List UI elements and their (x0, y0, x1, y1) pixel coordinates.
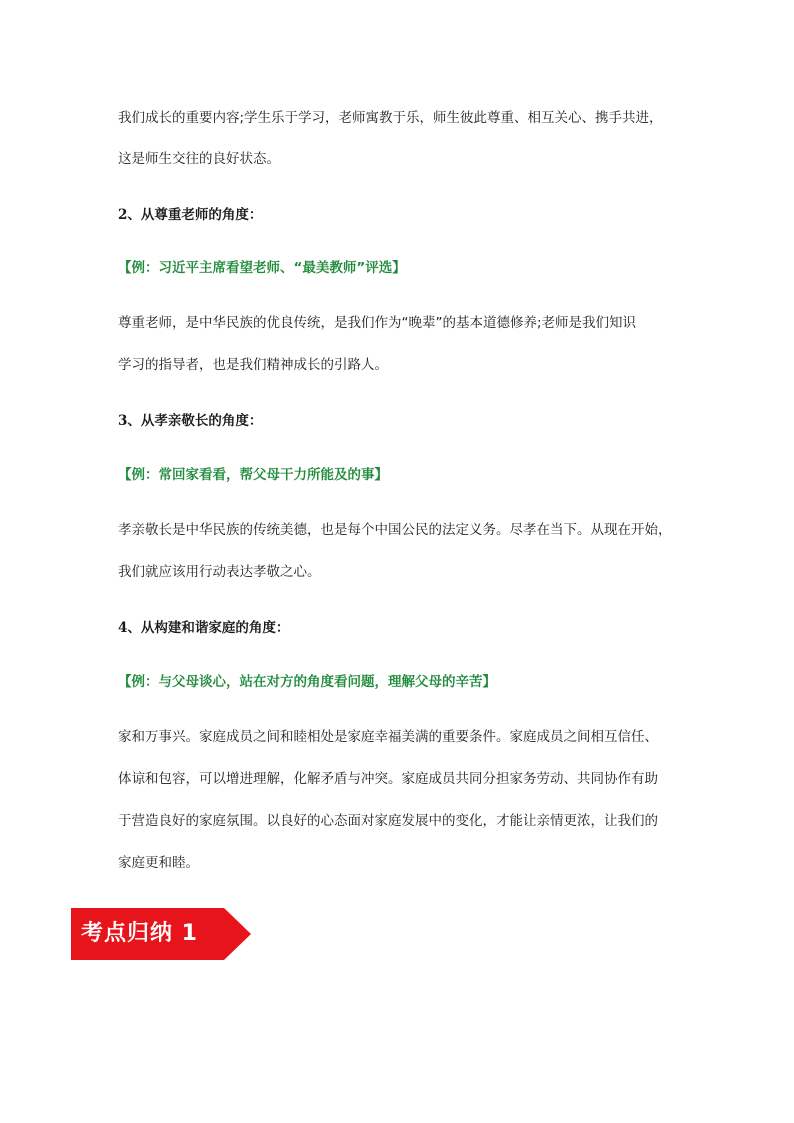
paragraph-line: 我们成长的重要内容;学生乐于学习，老师寓教于乐，师生彼此尊重、相互关心、携手共进， (118, 110, 663, 126)
paragraph-line: 这是师生交往的良好状态。 (118, 151, 280, 167)
paragraph-line: 尊重老师，是中华民族的优良传统，是我们作为“晚辈”的基本道德修养;老师是我们知识 (118, 315, 637, 331)
paragraph-line: 于营造良好的家庭氛围。以良好的心态面对家庭发展中的变化，才能让亲情更浓，让我们的 (118, 813, 658, 829)
paragraph-line: 体谅和包容，可以增进理解，化解矛盾与冲突。家庭成员共同分担家务劳动、共同协作有助 (118, 771, 658, 787)
example-respect-teachers: 【例：习近平主席看望老师、“最美教师”评选】 (118, 260, 406, 276)
paragraph-line: 学习的指导者，也是我们精神成长的引路人。 (118, 357, 388, 373)
paragraph-line: 家庭更和睦。 (118, 855, 199, 871)
key-points-banner (71, 908, 251, 960)
paragraph-line: 我们就应该用行动表达孝敬之心。 (118, 564, 321, 580)
example-harmonious-family: 【例：与父母谈心，站在对方的角度看问题，理解父母的辛苦】 (118, 674, 496, 690)
example-filial-piety: 【例：常回家看看，帮父母干力所能及的事】 (118, 467, 388, 483)
banner-label: 考点归纳 1 (81, 921, 198, 946)
section-heading-respect-teachers: 2、从尊重老师的角度： (118, 207, 263, 223)
section-heading-filial-piety: 3、从孝亲敬长的角度： (118, 413, 263, 429)
section-heading-harmonious-family: 4、从构建和谐家庭的角度： (118, 620, 290, 636)
paragraph-line: 孝亲敬长是中华民族的传统美德，也是每个中国公民的法定义务。尽孝在当下。从现在开始， (118, 522, 672, 538)
paragraph-line: 家和万事兴。家庭成员之间和睦相处是家庭幸福美满的重要条件。家庭成员之间相互信任、 (118, 729, 658, 745)
